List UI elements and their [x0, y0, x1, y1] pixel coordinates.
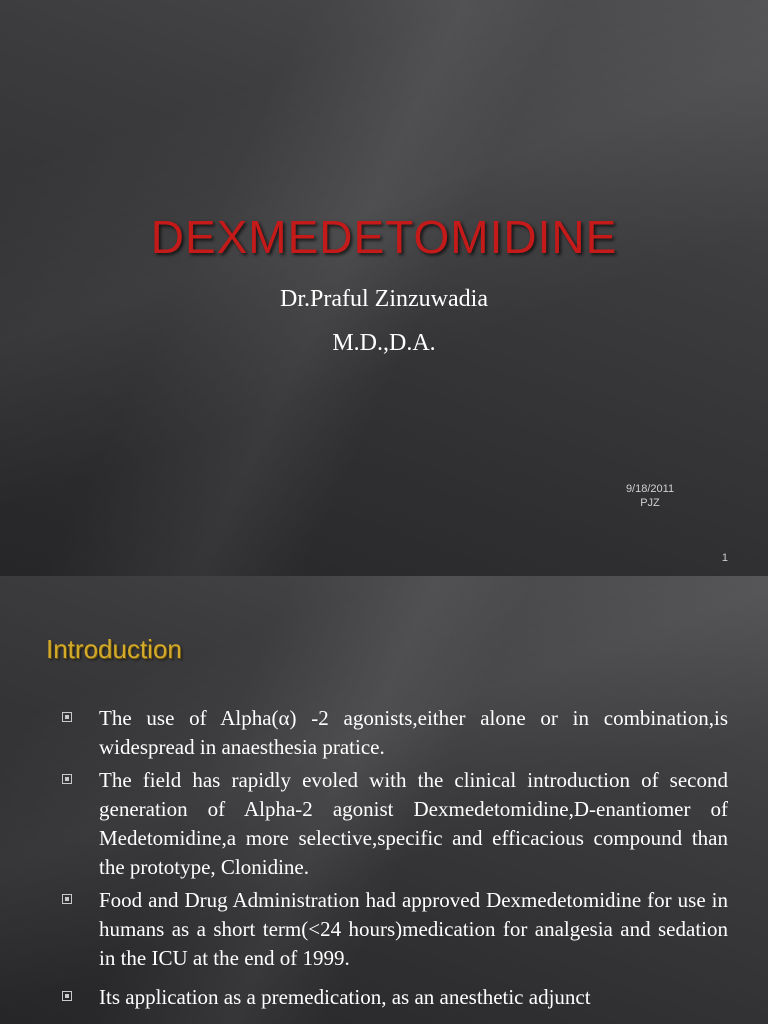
bullet-text: The use of Alpha(α) -2 agonists,either alone or in combination,is widespread in anaesthesia pratice.: [99, 706, 728, 759]
page-number: 1: [721, 552, 728, 564]
footer-initials: PJZ: [640, 497, 660, 509]
bullet-square-icon: [62, 991, 72, 1001]
author-degree: M.D.,D.A.: [332, 330, 436, 356]
list-item: [62, 704, 728, 762]
footer-date: 9/18/2011: [625, 483, 675, 495]
slide-title: DEXMEDETOMIDINE: [150, 211, 618, 263]
footer-date-block: [605, 482, 695, 510]
bullet-list: [62, 704, 728, 1016]
list-item: [62, 983, 728, 1012]
bullet-text: Food and Drug Administration had approved Dexmedetomidine for use in humans as a short term(<24 hours)medication for analgesia and sedation in the ICU at the end of 1999.: [99, 888, 728, 970]
bullet-square-icon: [62, 712, 72, 722]
bullet-text: Its application as a premedication, as an anesthetic adjunct: [99, 985, 591, 1009]
bullet-square-icon: [62, 894, 72, 904]
list-item: [62, 766, 728, 882]
introduction-slide: [0, 576, 768, 1024]
author-name: Dr.Praful Zinzuwadia: [280, 286, 488, 312]
slide-heading: Introduction: [46, 634, 182, 664]
list-item: [62, 886, 728, 973]
bullet-square-icon: [62, 774, 72, 784]
bullet-text: The field has rapidly evoled with the clinical introduction of second generation of Alpha-2 agonist Dexmedetomidine,D-enantiomer of Medetomidine,a more selective,specific and efficacious compound than the prototype, Clonidine.: [99, 768, 728, 879]
